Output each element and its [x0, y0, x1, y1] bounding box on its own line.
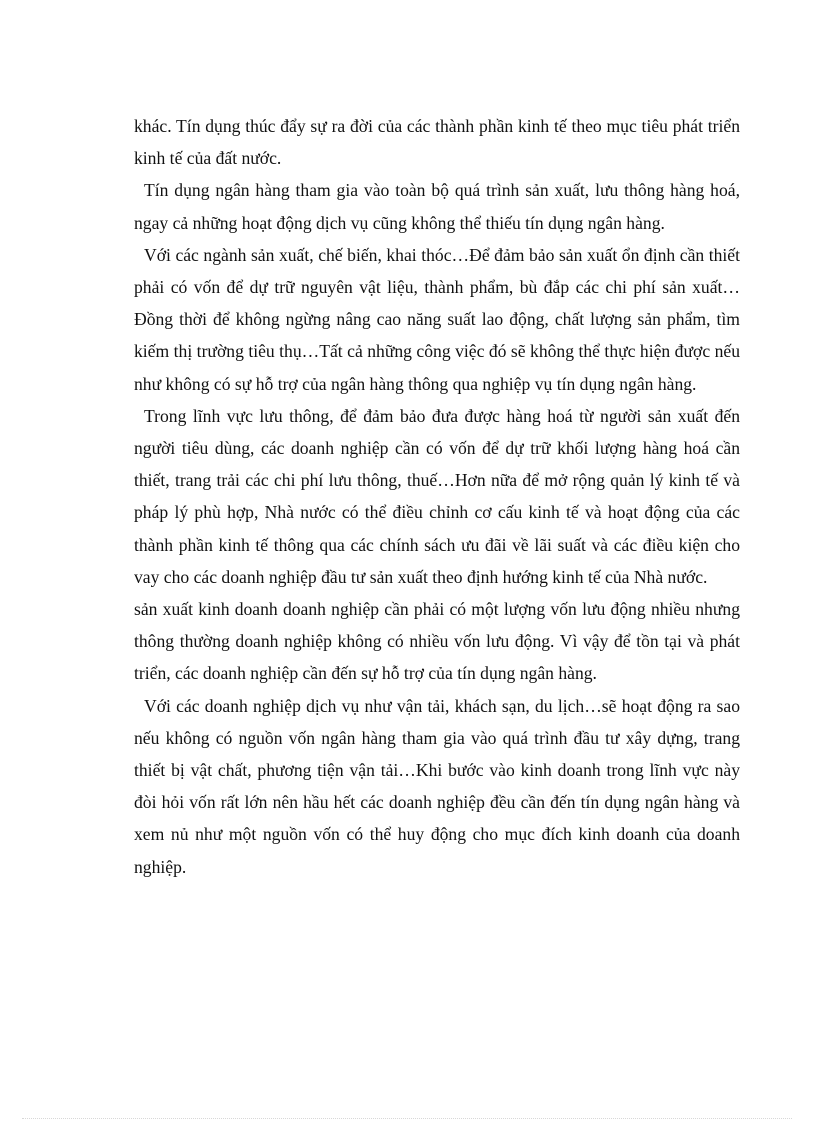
paragraph-6: Với các doanh nghiệp dịch vụ như vận tải, khách sạn, du lịch…sẽ hoạt động ra sao nếu không có nguồn vốn ngân hàng tham gia vào quá trình đầu tư xây dựng, trang thiết bị vật chất, phương tiện vận tải…Khi bước vào kinh doanh trong lĩnh vực này đòi hỏi vốn rất lớn nên hầu hết các doanh nghiệp đều cần đến tín dụng ngân hàng và xem nủ như một nguồn vốn có thể huy động cho mục đích kinh doanh của doanh nghiệp. — [134, 695, 740, 877]
document-body — [134, 110, 740, 883]
paragraph-4: Trong lĩnh vực lưu thông, để đảm bảo đưa được hàng hoá từ người sản xuất đến người tiêu dùng, các doanh nghiệp cần có vốn để dự trữ khối lượng hàng hoá cần thiết, trang trải các chi phí lưu thông, thuế…Hơn nữa để mở rộng quản lý kinh tế và pháp lý phù hợp, Nhà nước có thể điều chỉnh cơ cấu kinh tế và hoạt động của các thành phần kinh tế thông qua các chính sách ưu đãi về lãi suất và các điều kiện cho vay cho các doanh nghiệp đầu tư sản xuất theo định hướng kinh tế của Nhà nước. — [134, 405, 740, 587]
paragraph-2: Tín dụng ngân hàng tham gia vào toàn bộ quá trình sản xuất, lưu thông hàng hoá, ngay cả những hoạt động dịch vụ cũng không thể thiếu tín dụng ngân hàng. — [134, 180, 740, 233]
footer-divider — [22, 1118, 792, 1119]
paragraph-5: sản xuất kinh doanh doanh nghiệp cần phải có một lượng vốn lưu động nhiều nhưng thông thường doanh nghiệp không có nhiều vốn lưu động. Vì vậy để tồn tại và phát triển, các doanh nghiệp cần đến sự hỗ trợ của tín dụng ngân hàng. — [134, 599, 740, 684]
paragraph-3: Với các ngành sản xuất, chế biến, khai thóc…Để đảm bảo sản xuất ổn định cần thiết phải có vốn để dự trữ nguyên vật liệu, thành phẩm, bù đắp các chi phí sản xuất…Đồng thời để không ngừng nâng cao năng suất lao động, chất lượng sản phẩm, tìm kiếm thị trường tiêu thụ…Tất cả những công việc đó sẽ không thể thực hiện được nếu như không có sự hỗ trợ của ngân hàng thông qua nghiệp vụ tín dụng ngân hàng. — [134, 244, 740, 394]
paragraph-1: khác. Tín dụng thúc đẩy sự ra đời của các thành phần kinh tế theo mục tiêu phát triển kinh tế của đất nước. — [134, 116, 740, 169]
